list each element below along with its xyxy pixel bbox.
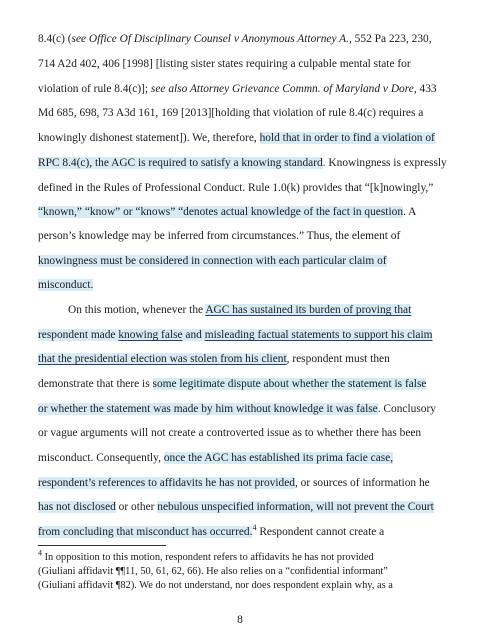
text-line xyxy=(38,327,432,343)
text-segment: (Giuliani affidavit ¶¶11, 50, 61, 62, 66). He also relies on a “confidential informant” xyxy=(38,566,388,577)
page-number: 8 xyxy=(237,614,243,626)
highlighted-text: respondent made xyxy=(38,329,119,341)
highlighted-text: has not disclosed xyxy=(38,501,116,513)
text-segment: knowingly dishonest statement]). We, therefore, xyxy=(38,132,260,144)
highlighted-text: RPC 8.4(c), the AGC is required to satisfy a knowing standard xyxy=(38,157,323,169)
text-line xyxy=(38,401,436,417)
text-segment: , respondent must then xyxy=(286,353,390,365)
text-segment: misconduct. Consequently, xyxy=(38,452,164,464)
text-line xyxy=(38,81,437,97)
text-line xyxy=(38,180,433,196)
text-segment: Respondent cannot create a xyxy=(256,526,385,538)
text-line xyxy=(38,499,434,515)
text-line xyxy=(38,228,400,244)
highlighted-text: respondent’s references to affidavits he has not provided xyxy=(38,477,295,489)
footnote-line xyxy=(38,548,458,565)
text-line xyxy=(38,155,447,171)
highlighted-text: “known,” “know” or “knows” “denotes actual knowledge of the fact in question xyxy=(38,206,404,218)
highlighted-text: knowingness must be considered in connection with each particular claim of xyxy=(38,255,387,267)
text-segment: defined in the Rules of Professional Conduct. Rule 1.0(k) provides that “[k]nowingly,” xyxy=(38,182,434,194)
text-segment: see Office Of Disciplinary Counsel v Anonymous Attorney A. xyxy=(71,33,349,45)
text-segment: see also Attorney Grievance Commn. of Maryland v Dore xyxy=(150,83,414,95)
text-line xyxy=(38,130,435,146)
text-line xyxy=(38,450,393,466)
footnote-line xyxy=(38,579,458,593)
text-segment: On this motion, whenever the xyxy=(68,304,206,316)
highlighted-text: nebulous unspecified information, will not prevent the Court xyxy=(157,501,434,513)
footnote-line xyxy=(38,565,458,579)
highlighted-text: from concluding that misconduct has occurred. xyxy=(38,526,253,538)
highlighted-text: or whether the statement was made by him without knowledge it was false xyxy=(38,403,378,415)
text-line xyxy=(38,376,426,392)
text-line xyxy=(38,425,421,441)
footnote-divider xyxy=(38,545,166,546)
text-line xyxy=(38,524,384,540)
highlighted-text: and xyxy=(182,329,205,341)
text-segment: , 552 Pa 223, 230, xyxy=(348,33,432,45)
text-segment: Md 685, 698, 73 A3d 161, 169 [2013][holding that violation of rule 8.4(c) requires a xyxy=(38,107,424,119)
text-segment: violation of rule 8.4(c)]; xyxy=(38,83,151,95)
text-line xyxy=(38,277,93,293)
text-line xyxy=(38,31,432,47)
text-line xyxy=(38,475,430,491)
text-segment: or vague arguments will not create a controverted issue as to whether there has been xyxy=(38,427,422,439)
text-segment: . A xyxy=(403,206,417,218)
highlighted-text: once the AGC has established its prima facie case, xyxy=(163,452,394,464)
footnote-reference: 4 xyxy=(38,548,42,558)
text-segment: or other xyxy=(115,501,158,513)
text-segment: . Conclusory xyxy=(377,403,436,415)
text-segment: demonstrate that there is xyxy=(38,378,153,390)
highlighted-text: misconduct. xyxy=(38,279,94,291)
text-segment: In opposition to this motion, respondent refers to affidavits he has not provided xyxy=(42,552,374,563)
highlighted-text: misleading factual statements to support his claim xyxy=(204,329,433,341)
text-line xyxy=(38,56,411,72)
text-segment: . Knowingness is expressly xyxy=(322,157,447,169)
highlighted-text: that the presidential election was stolen from his client xyxy=(38,353,287,365)
text-segment: , 433 xyxy=(413,83,437,95)
text-segment: person’s knowledge may be inferred from circumstances.” Thus, the element of xyxy=(38,230,401,242)
highlighted-text: some legitimate dispute about whether the statement is false xyxy=(152,378,427,390)
text-line xyxy=(38,105,423,121)
text-segment: , or sources of information he xyxy=(294,477,430,489)
text-segment: 8.4(c) ( xyxy=(38,33,72,45)
highlighted-text: AGC has sustained its burden of proving that xyxy=(205,304,412,316)
footnote-reference: 4 xyxy=(252,523,257,533)
text-line xyxy=(68,302,411,318)
text-segment: (Giuliani affidavit ¶82). We do not understand, nor does respondent explain why, as a xyxy=(38,580,393,591)
text-line xyxy=(38,204,416,220)
highlighted-text: hold that in order to find a violation of xyxy=(259,132,435,144)
highlighted-text: knowing false xyxy=(118,329,183,341)
text-segment: 714 A2d 402, 406 [1998] [listing sister states requiring a culpable mental state for xyxy=(38,58,411,70)
text-line xyxy=(38,253,387,269)
text-line xyxy=(38,351,390,367)
